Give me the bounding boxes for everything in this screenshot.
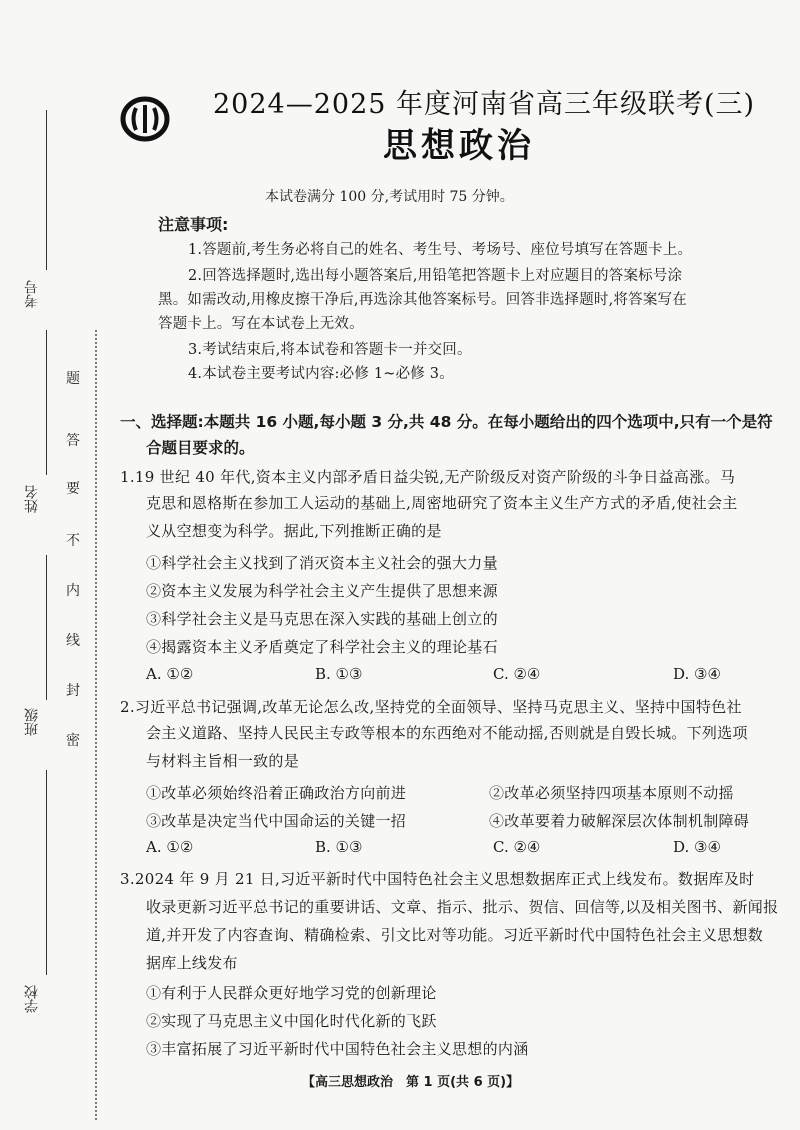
question-text: 收录更新习近平总书记的重要讲话、文章、指示、批示、贺信、回信等,以及相关图书、新闻报 <box>146 898 779 916</box>
section-heading: 合题目要求的。 <box>146 439 255 457</box>
question-text: 道,并开发了内容查询、精确检索、引文比对等功能。习近平新时代中国特色社会主义思想数 <box>146 926 764 944</box>
option-b: B. ①③ <box>315 665 363 683</box>
exam-number-line <box>46 110 47 270</box>
statement: ②资本主义发展为科学社会主义产生提供了思想来源 <box>146 582 498 600</box>
class-line <box>46 555 47 700</box>
statement: ②实现了马克思主义中国化时代化新的飞跃 <box>146 1012 437 1030</box>
notice-line: 2.回答选择题时,选出每小题答案后,用铅笔把答题卡上对应题目的答案标号涂 <box>188 268 683 284</box>
seal-char: 密 <box>66 733 80 749</box>
option-a: A. ①② <box>146 665 194 683</box>
question-text: 据库上线发布 <box>146 954 238 972</box>
statement: ③改革是决定当代中国命运的关键一招 <box>146 812 407 830</box>
seal-char: 封 <box>66 683 80 699</box>
name-line <box>46 330 47 475</box>
seal-char: 题 <box>66 371 80 387</box>
exam-title: 2024—2025 年度河南省高三年级联考(三) <box>213 89 756 120</box>
option-a: A. ①② <box>146 838 194 856</box>
question-text: 3.2024 年 9 月 21 日,习近平新时代中国特色社会主义思想数据库正式上线发布。数据库及时 <box>120 870 755 888</box>
field-label-school: 学校 <box>24 985 40 1013</box>
section-heading: 一、选择题:本题共 16 小题,每小题 3 分,共 48 分。在每小题给出的四个选项中,只有一个是符 <box>120 413 773 431</box>
school-line <box>46 770 47 975</box>
statement: ①改革必须始终沿着正确政治方向前进 <box>146 784 407 802</box>
exam-logo-icon <box>120 96 170 142</box>
seal-char: 要 <box>66 481 80 497</box>
statement: ③科学社会主义是马克思在深入实践的基础上创立的 <box>146 610 498 628</box>
seal-char: 线 <box>66 633 80 649</box>
seal-dotted-line <box>95 330 97 1120</box>
option-d: D. ③④ <box>673 665 721 683</box>
notice-line: 答题卡上。写在本试卷上无效。 <box>158 316 364 332</box>
field-label-class: 班级 <box>24 708 40 736</box>
notice-line: 3.考试结束后,将本试卷和答题卡一并交回。 <box>188 342 472 358</box>
question-text: 义从空想变为科学。据此,下列推断正确的是 <box>146 522 442 540</box>
seal-char: 不 <box>66 533 80 549</box>
statement: ③丰富拓展了习近平新时代中国特色社会主义思想的内涵 <box>146 1040 529 1058</box>
question-text: 1.19 世纪 40 年代,资本主义内部矛盾日益尖锐,无产阶级反对资产阶级的斗争日益高涨。马 <box>120 468 736 486</box>
option-c: C. ②④ <box>493 838 541 856</box>
field-label-exam-number: 考号 <box>24 280 40 308</box>
question-text: 2.习近平总书记强调,改革无论怎么改,坚持党的全面领导、坚持马克思主义、坚持中国特色社 <box>120 698 742 716</box>
notice-line: 4.本试卷主要考试内容:必修 1~必修 3。 <box>188 366 454 382</box>
statement: ④揭露资本主义矛盾奠定了科学社会主义的理论基石 <box>146 638 498 656</box>
notice-title: 注意事项: <box>158 215 229 234</box>
notice-line: 黑。如需改动,用橡皮擦干净后,再选涂其他答案标号。回答非选择题时,将答案写在 <box>158 292 687 308</box>
option-d: D. ③④ <box>673 838 721 856</box>
field-label-name: 姓名 <box>24 485 40 513</box>
seal-char: 答 <box>66 433 80 449</box>
question-text: 会主义道路、坚持人民民主专政等根本的东西绝对不能动摇,否则就是自毁长城。下列选项 <box>146 724 748 742</box>
option-c: C. ②④ <box>493 665 541 683</box>
option-b: B. ①③ <box>315 838 363 856</box>
statement: ①有利于人民群众更好地学习党的创新理论 <box>146 984 437 1002</box>
subject-title: 思想政治 <box>383 126 535 166</box>
exam-info: 本试卷满分 100 分,考试用时 75 分钟。 <box>265 189 514 205</box>
statement: ①科学社会主义找到了消灭资本主义社会的强大力量 <box>146 554 498 572</box>
question-text: 克思和恩格斯在参加工人运动的基础上,周密地研究了资本主义生产方式的矛盾,使社会主 <box>146 494 738 512</box>
page-footer: 【高三思想政治 第 1 页(共 6 页)】 <box>302 1075 520 1090</box>
statement: ②改革必须坚持四项基本原则不动摇 <box>489 784 734 802</box>
question-text: 与材料主旨相一致的是 <box>146 752 300 770</box>
seal-char: 内 <box>66 583 80 599</box>
notice-line: 1.答题前,考生务必将自己的姓名、考生号、考场号、座位号填写在答题卡上。 <box>188 242 693 258</box>
statement: ④改革要着力破解深层次体制机制障碍 <box>489 812 750 830</box>
